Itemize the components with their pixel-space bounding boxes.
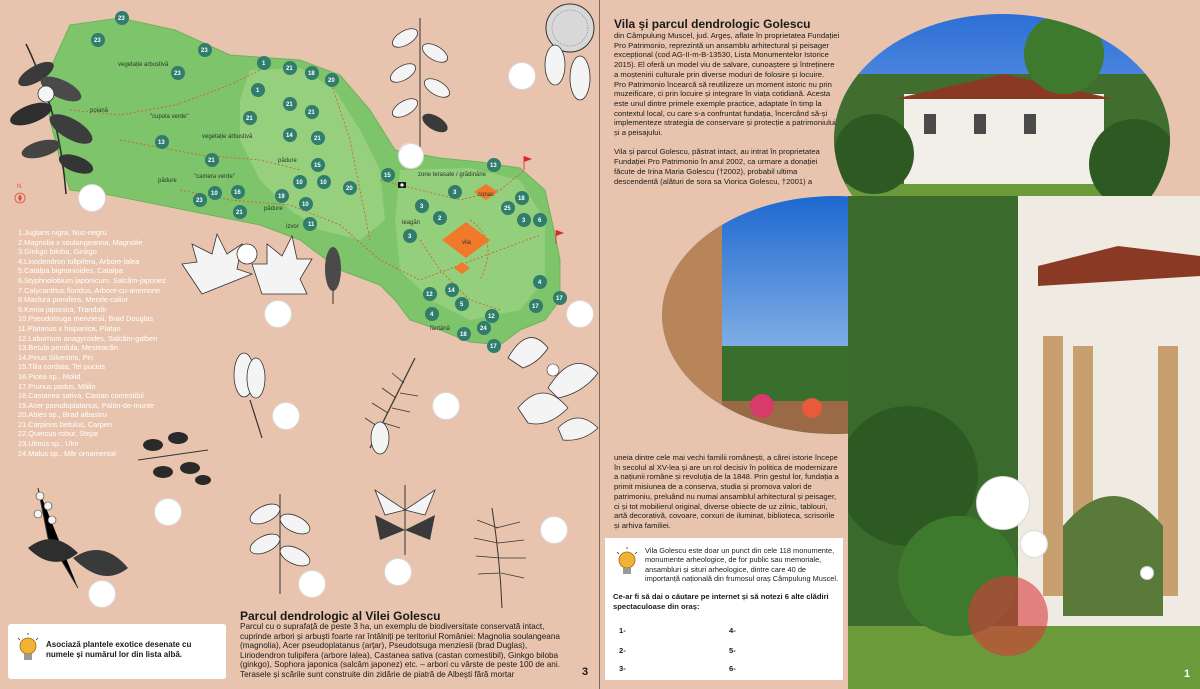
tree-marker[interactable] [425,307,439,321]
svg-text:23: 23 [196,198,203,204]
tree-marker[interactable] [171,66,185,80]
tree-marker[interactable] [501,201,515,215]
plant-item: 16.Picea sp., Molid [18,371,81,381]
plant-item: 6.Styphnolobium japonicum, Salcâm-japonez [18,275,166,285]
villa-entrance-photo [848,196,1200,689]
svg-text:2: 2 [438,216,442,222]
answer-slot-1[interactable]: 1- [619,626,626,635]
plant-item: 15.Tilia cordata, Tei pucios [18,362,106,372]
plant-item: 12.Laburnum anagyroides, Salcâm-galben [18,333,158,343]
answer-circle[interactable] [88,580,116,608]
tree-marker[interactable] [155,135,169,149]
tree-marker[interactable] [233,205,247,219]
answer-circle[interactable] [154,498,182,526]
plant-item: 14.Pinus Silvestris, Pin [18,352,94,362]
answer-circle[interactable] [398,143,424,169]
svg-text:4: 4 [430,312,434,318]
plant-item: 2.Magnolia x soulangeanna, Magnolie [18,237,143,247]
answer-circle[interactable] [298,570,326,598]
svg-text:10: 10 [320,180,327,186]
answer-slot-3[interactable]: 3- [619,664,626,673]
tree-marker[interactable] [403,229,417,243]
acer-leaf-illustration [360,470,450,560]
svg-text:1: 1 [256,88,260,94]
tree-marker[interactable] [448,185,462,199]
map-label-padure-1: pădure [278,158,297,164]
tree-marker[interactable] [193,193,207,207]
svg-text:24: 24 [480,326,487,332]
tree-marker[interactable] [311,131,325,145]
map-label-poiana: poiană [90,108,109,114]
plant-item: 4.Linodendron tulipifera, Arbore-lalea [18,256,140,266]
answer-circle[interactable] [264,300,292,328]
page-number-left: 3 [582,666,589,678]
page-number-right: 1 [1184,668,1191,680]
tree-marker[interactable] [517,213,531,227]
answer-circle[interactable] [384,558,412,586]
tree-marker[interactable] [533,275,547,289]
svg-text:1: 1 [262,61,266,67]
svg-text:19: 19 [278,194,285,200]
tree-marker[interactable] [293,175,307,189]
tree-marker[interactable] [243,111,257,125]
tree-marker[interactable] [299,197,313,211]
map-label-camera: "camera verde" [194,174,235,180]
svg-text:21: 21 [308,110,315,116]
svg-text:21: 21 [246,116,253,122]
svg-text:21: 21 [286,102,293,108]
map-label-padure-3: pădure [264,206,283,212]
tree-marker[interactable] [381,168,395,182]
map-label-conac: conac [478,192,495,198]
tree-marker[interactable] [283,97,297,111]
tree-marker[interactable] [533,213,547,227]
svg-text:17: 17 [556,296,563,302]
tree-marker[interactable] [198,43,212,57]
search-question: Ce-ar fi să dai o căutare pe internet și să notezi 6 alte clădiri spectaculoase din oraș: [613,592,829,611]
tree-marker[interactable] [487,158,501,172]
svg-text:3: 3 [522,218,526,224]
paulownia-illustration [18,478,133,593]
map-label-fantana: fântână [430,326,451,332]
tree-marker[interactable] [529,299,543,313]
tree-marker[interactable] [208,186,222,200]
tree-marker[interactable] [477,321,491,335]
svg-text:17: 17 [532,304,539,310]
villa-paragraph-4: uneia dintre cele mai vechi familii românești, a cărei istorie începe în secolul al XV-lea și are un rol decisiv în politica de modernizare a națiunii române și revoluția de la 1848. Prin gestul lor, fundația a primit misiunea de a conserva, studia și promova valori de patrimoniu, preluând nu numai ansamblul arhitectural și peisager, ci și tot mobilierul original, diverse obiecte de uz zilnic, tablouri, artă decorativă, covoare, corxuri de iluminat, biblioteca, scrisorile și arhiva familiei. [614,453,839,530]
tree-marker[interactable] [283,128,297,142]
svg-text:18: 18 [518,196,525,202]
plant-item: 9.Kerria japonica, Trandafir [18,304,107,314]
tree-marker[interactable] [317,175,331,189]
answer-circle[interactable] [432,392,460,420]
plant-item: 10.Pseudotsuga menziesii, Brad Douglas [18,314,154,324]
flag-1 [524,156,532,162]
tree-marker[interactable] [305,105,319,119]
plant-item: 3.Ginkgo biloba, Ginkgo [18,247,97,257]
svg-text:5: 5 [460,302,464,308]
svg-text:12: 12 [488,314,495,320]
svg-text:23: 23 [118,16,125,22]
tree-marker[interactable] [115,11,129,25]
magnolia-flower-illustration [222,350,277,440]
svg-text:16: 16 [234,190,241,196]
chestnut-illustration [535,0,600,105]
plant-item: 24.Malus sp., Măr ornamental [18,448,116,458]
info-text: Vila Golescu este doar un punct din cele 118 monumente, monumente arheologice, de for public sau memoriale, ansambluri și situri arheologice, dintre care 40 de importanță națională din frumosul oraș Câmpulung Muscel. [645,546,839,583]
svg-text:20: 20 [328,78,335,84]
svg-text:10: 10 [211,191,218,197]
map-label-zone: zone terasate / grădinărie [418,172,487,178]
catalpa-illustration [128,420,216,500]
svg-text:3: 3 [408,234,412,240]
tree-marker[interactable] [423,287,437,301]
svg-text:23: 23 [174,71,181,77]
tree-marker[interactable] [305,66,319,80]
task-box [8,624,226,679]
svg-text:15: 15 [314,163,321,169]
svg-text:21: 21 [208,158,215,164]
map-label-leagan: leagăn [402,220,421,226]
svg-text:10: 10 [302,202,309,208]
tree-marker[interactable] [275,189,289,203]
svg-text:21: 21 [286,66,293,72]
svg-text:13: 13 [158,140,165,146]
tree-marker[interactable] [311,158,325,172]
answer-slot-4[interactable]: 4- [729,626,736,635]
plant-item: 1.Juglans nigra, Nuc-negru [18,228,107,237]
svg-text:12: 12 [426,292,433,298]
park-description: Parcul cu o suprafață de peste 3 ha, un exemplu de biodiversitate conservată intact, cuprinde arbori și arbuști foarte rar întâlniți pe teritoriul României: Magnolia soulangeana (magnolia), Acer pseudoplatanus (arțar), Pseudotsuga menziesii (brad Duglas), Liriodendron tulipifera (arbore lalea), Castanea sativa (castan comestibil), Ginkgo biloba (ginkgo), Sophora japonica (salcâm japonez) etc. – arbori cu vârste de peste 100 de ani. Terasele și scările sunt construite din zidărie de piatră de Albești fără mortar [240,622,560,679]
answer-circle[interactable] [78,184,106,212]
villa-paragraph-2: Pro Patrimonio încearcă să reutilizeze un moment istoric nu prin muzeificare, ci prin locuire și integrare în viața cotidiană. Acesta este unul dintre primele exemple practice, adaptate în timp la contextul local, cu care s-a confruntat fundația, încercând să-și implementeze strategia de conservare și protecție a patrimoniului și a peisajului. [614,79,836,138]
tree-marker[interactable] [283,61,297,75]
photo-circle [1020,530,1048,558]
svg-text:25: 25 [504,206,511,212]
answer-circle[interactable] [508,62,536,90]
tree-marker[interactable] [455,297,469,311]
maple-leaf-illustration [172,224,322,304]
svg-text:23: 23 [94,38,101,44]
svg-text:14: 14 [448,288,455,294]
svg-text:18: 18 [308,71,315,77]
villa-title: Vila și parcul dendrologic Golescu [614,17,811,31]
camera-icon [398,182,406,188]
tulip-bud-illustration [318,244,348,304]
map-label-cupola: "cupola verde" [150,114,189,120]
map-label-padure-2: pădure [158,178,177,184]
svg-text:3: 3 [453,190,457,196]
villa-paragraph-3: Vila și parcul Golescu, păstrat intact, au intrat în proprietatea Fundației Pro Patrimonio în anul 2002, ca urmare a donației făcute de Irina Maria Golescu (†2002), probabil ultima descendentă (alături de sora sa Viorica Golescu, †2001) a [614,147,820,186]
plant-item: 17.Prunus padus, Mălin [18,381,96,391]
answer-circle[interactable] [566,300,594,328]
villa-description [614,31,840,186]
answer-slot-2[interactable]: 2- [619,646,626,655]
tree-marker[interactable] [515,191,529,205]
answer-slot-6[interactable]: 6- [729,664,736,673]
svg-text:10: 10 [296,180,303,186]
plant-item: 20.Abies sp., Brad albastru [18,410,107,420]
svg-text:3: 3 [420,204,424,210]
svg-text:21: 21 [314,136,321,142]
tree-marker[interactable] [433,211,447,225]
tree-marker[interactable] [257,56,271,70]
tree-marker[interactable] [553,291,567,305]
pine-branch-illustration [360,348,425,458]
plant-item: 11.Platanus x hispanica, Platan [18,323,121,333]
svg-text:14: 14 [286,133,293,139]
map-label-vegetatie: vegetație arbustivă [118,62,169,68]
magnolia-branch-illustration [6,34,106,194]
ginkgo-illustration [498,318,600,442]
tree-marker[interactable] [415,199,429,213]
task-text: Asociază plantele exotice desenate cu numele și numărul lor din lista albă. [46,640,192,659]
map-label-vegetatie-2: vegetație arbustivă [202,134,253,140]
svg-text:6: 6 [538,218,542,224]
svg-text:N: N [17,184,22,190]
svg-text:4: 4 [538,280,542,286]
villa-paragraph-1: din Câmpulung Muscel, jud. Argeș, aflate în proprietatea Fundației Pro Patrimonio, reprezintă un ansamblu arhitectural și peisager excepțional (cod AG-II-m-B-13530, Lista Monumentelor Istorice 2015). El oferă un model viu de salvare, cunoaștere și întreținere a moștenirii culturale prin diverse moduri de folosire și locuire. [614,31,840,79]
tree-marker[interactable] [231,185,245,199]
plant-item: 8.Maclura pomifera, Merele-calior [18,295,129,305]
svg-text:15: 15 [384,173,391,179]
tree-marker[interactable] [485,309,499,323]
lightbulb-icon [615,546,639,584]
svg-text:20: 20 [346,186,353,192]
svg-text:18: 18 [460,332,467,338]
tree-marker[interactable] [251,83,265,97]
svg-text:21: 21 [236,210,243,216]
svg-text:11: 11 [308,222,315,228]
info-box [605,538,843,680]
svg-text:23: 23 [201,48,208,54]
answer-circle[interactable] [272,402,300,430]
tree-marker[interactable] [457,327,471,341]
answer-circle[interactable] [540,516,568,544]
photo-circle [976,476,1030,530]
plant-item: 21.Carpinus betulus, Carpen [18,419,113,429]
lightbulb-icon [16,632,40,670]
tree-marker[interactable] [205,153,219,167]
leaf-branch-illustration [375,8,465,148]
tree-marker[interactable] [445,283,459,297]
answer-slot-5[interactable]: 5- [729,646,736,655]
park-title: Parcul dendrologic al Vilei Golescu [240,609,441,623]
svg-text:17: 17 [490,344,497,350]
fern-illustration [462,498,542,608]
plant-item: 19.Acer pseudoplatanus, Paltin-de-munte [18,400,154,410]
svg-text:13: 13 [490,163,497,169]
plant-item: 7.Calycanthus floridus, Arbore-cu-anemone [18,285,161,295]
plant-item: 22.Quercus robur, Stejar [18,429,99,439]
map-label-izvor: izvor [286,224,299,230]
map-label-vila: vila [462,240,472,246]
plant-item: 5.Catalpa bignonioides, Catalpa [18,266,123,276]
tree-marker[interactable] [325,73,339,87]
plant-item: 23.Ulmus sp., Ulm [18,439,79,449]
plant-item: 18.Castanea sativa, Castan comestibil [18,391,144,401]
tree-marker[interactable] [343,181,357,195]
photo-circle [1140,566,1154,580]
flag-2 [556,230,564,236]
plant-item: 13.Betula pendula, Mesteacăn [18,343,118,353]
